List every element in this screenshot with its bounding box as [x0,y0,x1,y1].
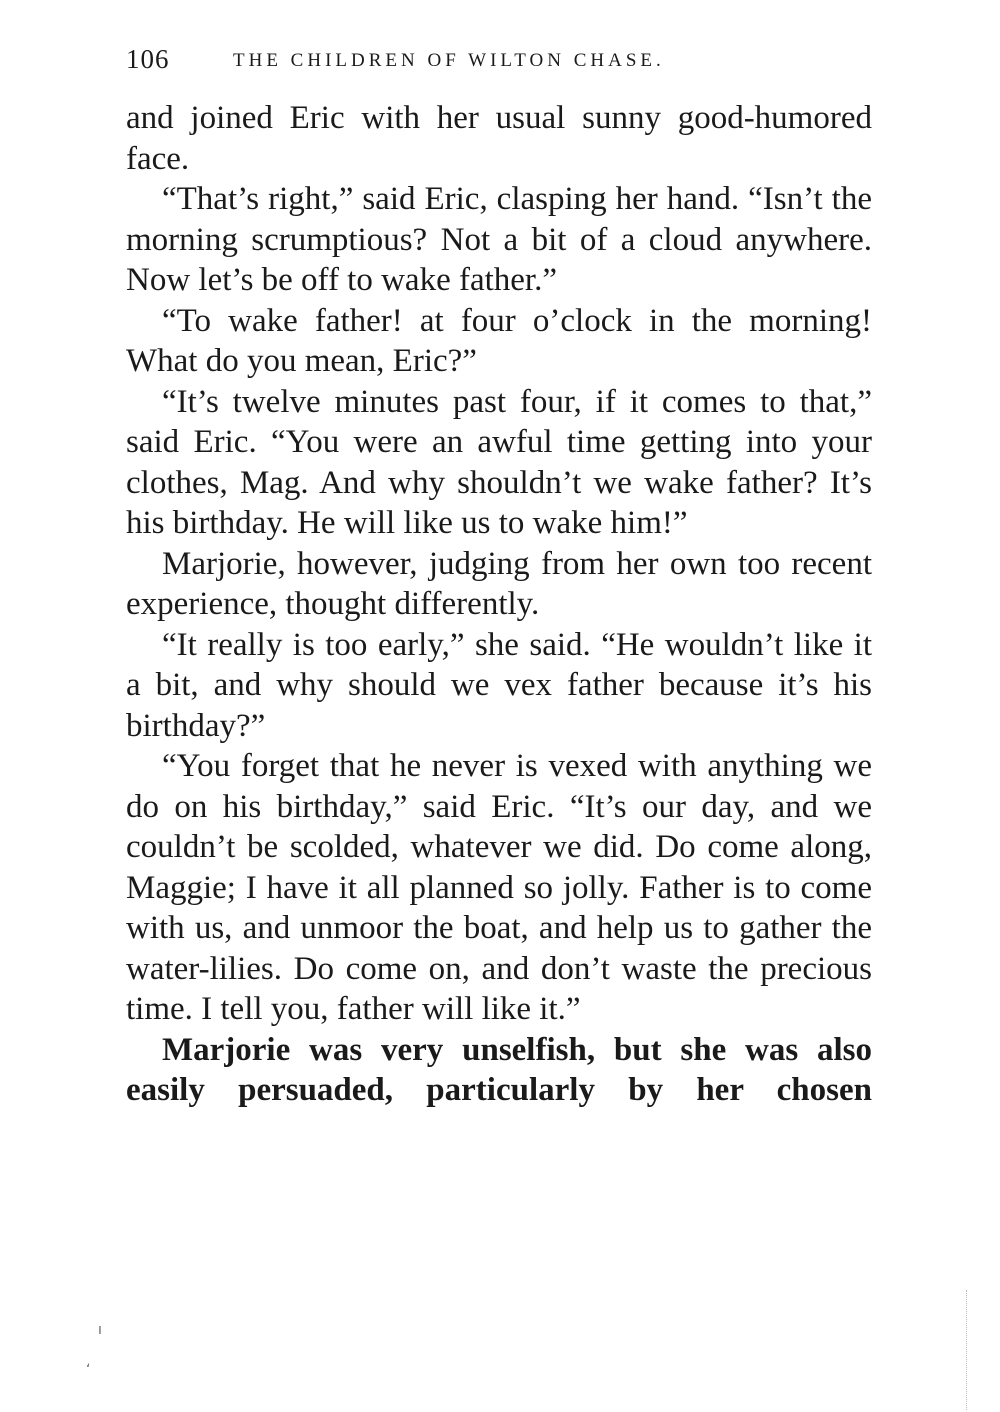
paragraph-1: and joined Eric with her usual sunny good-humored face. [126,100,872,177]
page-edge-marks [966,1290,969,1410]
scan-mark: ʻ [86,1362,91,1378]
running-title: THE CHILDREN OF WILTON CHASE. [233,50,665,71]
paragraph-8: Marjorie was very unselfish, but she was also easily persuaded, particularly by her chosen [126,1031,872,1108]
page-number: 106 [126,44,170,74]
scan-mark: ı [98,1322,102,1338]
paragraph-7: “You forget that he never is vexed with anything we do on his birthday,” said Eric. “It’s our day, and we couldn’t be scolded, whatever we did. Do come along, Maggie; I have it all planned so jolly. Father is to come with us, and unmoor the boat, and help us to gather the water-lilies. Do come on, and don’t waste the precious time. I tell you, father will like it.” [126,748,872,1027]
body-text [126,98,872,1111]
paragraph-6: “It really is too early,” she said. “He wouldn’t like it a bit, and why should we vex father because it’s his birthday?” [126,626,872,744]
paragraph-2: “That’s right,” said Eric, clasping her hand. “Isn’t the morning scrumptious? Not a bit of a cloud anywhere. Now let’s be off to wake father.” [126,181,872,298]
paragraph-4: “It’s twelve minutes past four, if it comes to that,” said Eric. “You were an awful time getting into your clothes, Mag. And why shouldn’t we wake father? It’s his birthday. He will like us to wake him!” [126,383,872,541]
page-header [126,44,876,84]
paragraph-5: Marjorie, however, judging from her own too recent experience, thought differently. [126,545,872,622]
paragraph-3: “To wake father! at four o’clock in the morning! What do you mean, Eric?” [126,302,872,379]
